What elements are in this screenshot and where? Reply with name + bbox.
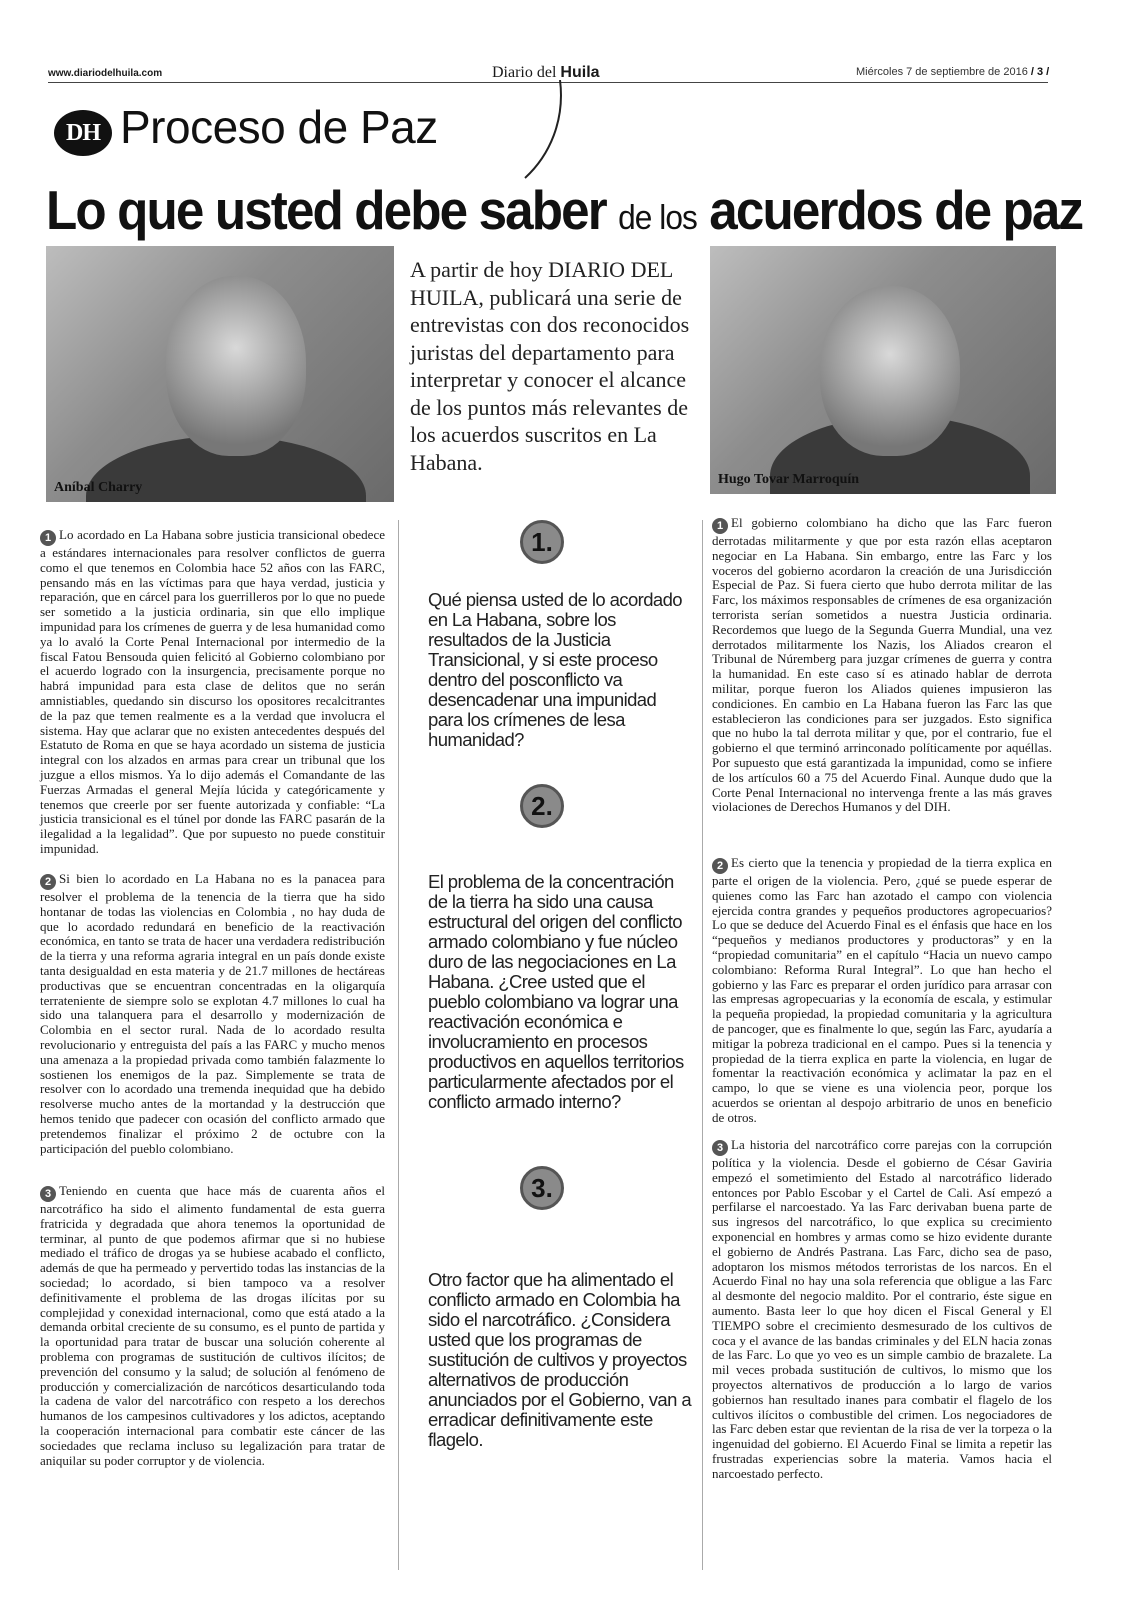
question-number-badge: 3. [520,1166,564,1210]
website-url: www.diariodelhuila.com [48,68,163,79]
answer-number-badge: 3 [40,1186,56,1202]
question-number-badge: 1. [520,520,564,564]
decorative-slash-icon [520,80,580,180]
headline-part-2: de los [618,199,697,237]
photo-face [820,286,960,456]
answer-left-2 [40,872,385,1156]
page-number: / 3 / [1030,66,1050,78]
headline-part-1: Lo que usted debe saber [46,179,606,241]
question-number-badge: 2. [520,784,564,828]
answer-left-3 [40,1184,385,1468]
intro-paragraph: A partir de hoy DIARIO DEL HUILA, publicará una serie de entrevistas con dos reconocidos juristas del departamento para interpretar y conocer el alcance de los puntos más relevantes de los acuerdos suscritos en La Habana. [410,257,690,475]
answer-right-3 [712,1138,1052,1482]
photo-caption-left: Aníbal Charry [54,480,143,495]
answer-text: Si bien lo acordado en La Habana no es la panacea para resolver el problema de la tenencia de la tierra que ha sido hontanar de todas las violencias en Colombia , no hay duda de que lo acordado redundará en beneficio de la reactivación económica, en tanto se trata de hacer una verdadera redistribución de la tierra y una reforma agraria integral en un país donde existe tanta desigualdad en esta materia y de 21.7 millones de hectáreas productivas que se encuentran concentradas en la oligarquía terrateniente de siempre solo se explotan 4.7 millones lo cual ha sido una talanquera para el desarrollo y modernización de Colombia en el sector rural. Nada de lo acordado resulta revolucionario y entreguista del país a las FARC y mucho menos una amenaza a la propiedad privada como también falazmente lo sostienen los enemigos de la paz. Simplemente se trata de resolver con lo acordado una tremenda inequidad que ha debido resolverse mucho antes de la mortandad y la destrucción que hemos tenido que padecer con ocasión del conflicto armado que pretendemos finalizar el próximo 2 de octubre con la participación del pueblo colombiano. [40,871,385,1156]
answer-number-badge: 1 [40,530,56,546]
answer-right-1 [712,516,1052,815]
answer-text: La historia del narcotráfico corre parejas con la corrupción política y la violencia. Desde el gobierno de César Gaviria empezó el sometimiento del Estado al narcotráfico liderado entonces por Pablo Escobar y el Cartel de Cali. Así empezó a perfilarse el narcoestado. Ya las Farc derivaban buena parte de sus ingresos del narcotráfico, lo que explica su crecimiento exponencial en hombres y armas como se hizo evidente durante el gobierno de Andrés Pastrana. Las Farc, dicho sea de paso, adoptaron los mismos métodos terroristas de los narcos. En el Acuerdo Final no hay una sola referencia que obligue a las Farc al desmonte del negocio maldito. Por el contrario, éste sigue en aumento. Basta leer lo que hoy dicen el Fiscal General y El TIEMPO sobre el crecimiento desmesurado de los cultivos de coca y el avance de las bandas criminales y del ELN hacia zonas de las Farc. Lo que yo veo es un simple cambio de brazalete. La mil veces probada sustitución de cultivos, lo mismo que los proyectos alternativos de producción a lo largo de varios gobiernos han resultado inanes para combatir el flagelo de los cultivos ilícitos o combustible del crimen. Los negociadores de las Farc deben estar que revientan de la risa de ver la torpeza o la ingenuidad del gobierno. El Acuerdo Final se limita a repetir las frustradas experiencias sobre la materia. Vamos hacia el narcoestado perfecto. [712,1137,1052,1481]
answer-text: Es cierto que la tenencia y propiedad de la tierra explica en parte el origen de la violencia. Pero, ¿qué se puede esperar de quienes como las Farc han azotado el campo con violencia ejercida contra grandes y pequeños productores agropecuarios? Lo que se deduce del Acuerdo Final es el énfasis que hace en los “pequeños y medianos productores y productoras” y en la “propiedad comunitaria” en el capítulo “Hacia un nuevo campo colombiano: Reforma Rural Integral”. Lo que han hecho el gobierno y las Farc es preparar el orden jurídico para arrasar con las empresas agropecuarias y la economía de escala, y estimular la pequeña propiedad, la propiedad comunitaria y la agricultura de pancoger, que es finalmente lo que, según las Farc, ayudaría a mitigar la pobreza tradicional en el campo. Pues si la tenencia y propiedad de la tierra explica en parte la violencia, en lugar de fomentar la reactivación económica y aclimatar la paz en el campo, lo que se viene es una violencia peor, porque los acuerdos se orientan al despojo arbitrario de unos en beneficio de otros. [712,855,1052,1125]
answer-right-2 [712,856,1052,1126]
section-title: Proceso de Paz [120,101,438,153]
answer-text: El gobierno colombiano ha dicho que las Farc fueron derrotadas militarmente y que por esta razón ellas aceptaron negociar en La Habana. Sin embargo, entre las Farc y los voceros del gobierno acordaron la creación de una Jurisdicción Especial de Paz. Si fuera cierto que hubo derrota militar de las Farc, los máximos responsables de crímenes de esa organización terrorista serían sometidos a nuestra Justicia ordinaria. Recordemos que luego de la Segunda Guerra Mundial, una vez derrotados militarmente los Nazis, los Aliados crearon el Tribunal de Núremberg para juzgar crímenes de guerra y contra la humanidad. En este caso sí es atinado hablar de derrota militar, porque fueron los Aliados quienes impusieron las condiciones. En cambio en La Habana fueron las Farc las que establecieron las condiciones para ser juzgados. Esto significa que no hubo la tal derrota militar y que, por el contrario, fue el gobierno el que terminó arrinconado políticamente por aquéllas. Por supuesto que está garantizada la impunidad, como se infiere de los artículos 60 a 75 del Acuerdo Final. Aunque dudo que la Corte Penal Internacional no intervenga frente a las más graves violaciones de Derechos Humanos y del DIH. [712,515,1052,815]
date-text: Miércoles 7 de septiembre de 2016 [856,66,1028,78]
answer-number-badge: 2 [712,858,728,874]
newspaper-name-bold: Huila [560,64,600,81]
answer-text: Teniendo en cuenta que hace más de cuarenta años el narcotráfico ha sido el alimento fundamental de esta guerra fratricida y degradada que ahora tenemos la oportunidad de terminar, al punto de que podemos afirmar que si no hubiese mediado el tráfico de drogas ya se hubiese acabado el conflicto, además de que ha permeado y pervertido todas las instancias de la sociedad; lo acordado, si bien tampoco va a resolver definitivamente el problema de las drogas ilícitas por su complejidad y conexidad internacional, como que está atado a la demanda orbital creciente de su consumo, es el punto de partida y la oportunidad para tratar de buscar una solución coherente al problema con programas de sustitución de cultivos ilícitos; de prevención del consumo y la salud; de solución al fenómeno de producción y comercialización de narcóticos desarticulando toda la cadena de valor del narcotráfico con respeto a los derechos humanos de los campesinos cultivadores y los adictos, aceptando la cooperación internacional para combatir este cáncer de las sociedades que reclama incluso su legalización para tratar de aniquilar su poder corruptor y de violencia. [40,1183,385,1468]
photo-face [166,276,306,456]
column-divider-left [398,520,399,1570]
answer-number-badge: 1 [712,518,728,534]
main-headline [46,178,1083,242]
dh-logo: DH [54,110,112,156]
photo-hugo-tovar [710,246,1056,494]
newspaper-name-prefix: Diario del [492,64,557,81]
photo-anibal-charry [46,246,394,502]
question-2: El problema de la concentración de la tierra ha sido una causa estructural del origen del conflicto armado colombiano y fue núcleo duro de las negociaciones en La Habana. ¿Cree usted que el pueblo colombiano va lograr una reactivación económica e involucramiento en procesos productivos en aquellos territorios particularmente afectados por el conflicto armado interno? [428,871,684,1112]
column-divider-right [702,520,703,1570]
headline-part-3: acuerdos de paz [709,179,1083,241]
photo-caption-right: Hugo Tovar Marroquín [718,472,860,487]
answer-number-badge: 3 [712,1140,728,1156]
question-1: Qué piensa usted de lo acordado en La Habana, sobre los resultados de la Justicia Transicional, y si este proceso dentro del posconflicto va desencadenar una impunidad para los crímenes de lesa humanidad? [428,589,682,750]
issue-date [856,66,1049,78]
answer-text: Lo acordado en La Habana sobre justicia transicional obedece a estándares internacionales para resolver conflictos de guerra como el que tenemos en Colombia hace 52 años con las FARC, pensando más en las víctimas para que haya verdad, justicia y reparación, que en cárcel para los guerrilleros por lo que no puede ser sometido a la justicia ordinaria, sin que ello implique impunidad para los crímenes de guerra y de lesa humanidad como ya lo avaló la Corte Penal Internacional por intermedio de la fiscal Fatou Bensouda quien felicitó al Gobierno colombiano por el acuerdo logrado con la insurgencia, precisamente porque no habrá impunidad para esta clase de delitos que no serán amnistiables, quedando sin discurso los opositores recalcitrantes de la paz que temen realmente es a la verdad que involucra el sistema. Hay que aclarar que no existen antecedentes después del Estatuto de Roma en que se haya acordado un sistema de justicia integral con los alzados en armas para crear un tribunal que los juzgue a ellos mismos. Ya lo dijo además el Comandante de las Fuerzas Armadas el general Mejía lúcida y categóricamente y tenemos que creerle por ser fuente autorizada y confiable: “La justicia transicional es el túnel por donde las FARC pasarán de la ilegalidad a la legalidad”. Que por supuesto no puede constituir impunidad. [40,527,385,856]
answer-left-1 [40,528,385,857]
question-3: Otro factor que ha alimentado el conflicto armado en Colombia ha sido el narcotráfico. ¿Considera usted que los programas de sustitución de cultivos y proyectos alternativos de producción anunciados por el Gobierno, van a erradicar definitivamente este flagelo. [428,1269,692,1450]
answer-number-badge: 2 [40,874,56,890]
